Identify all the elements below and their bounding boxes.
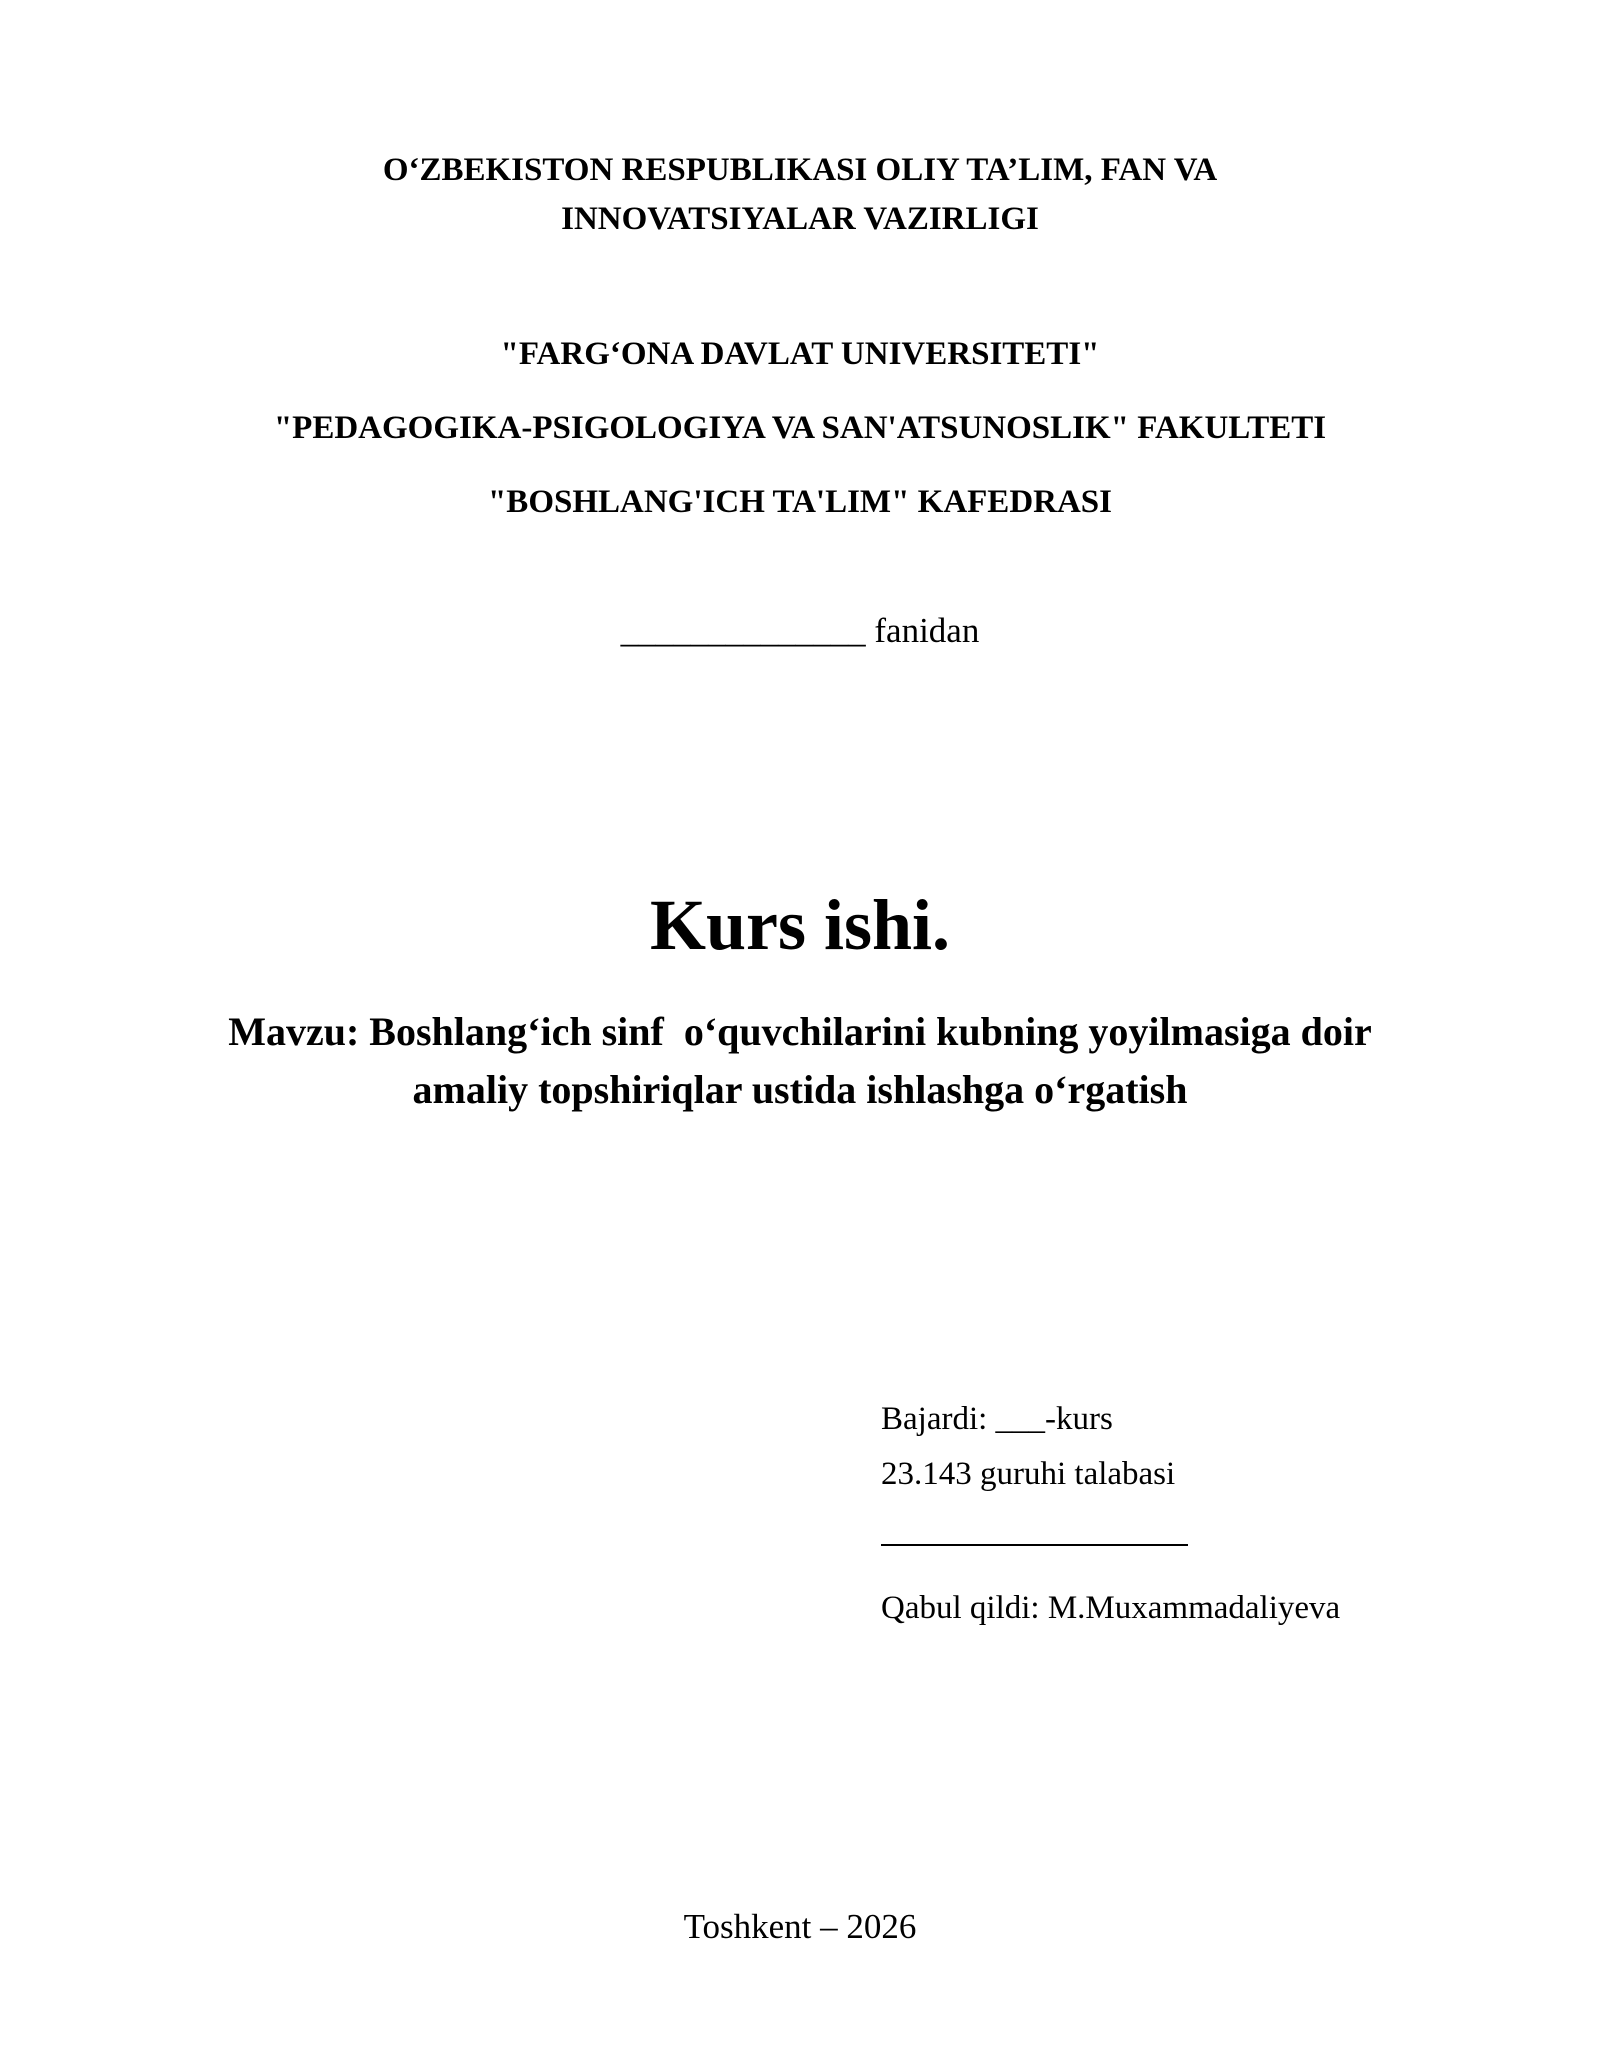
university-name: "FARG‘ONA DAVLAT UNIVERSITETI" — [500, 336, 1100, 372]
performer-group: 23.143 guruhi talabasi — [881, 1456, 1176, 1492]
document-title: Kurs ishi. — [649, 885, 951, 965]
ministry-header — [0, 146, 1600, 244]
topic-line-2: amaliy topshiriqlar ustida ishlashga o‘rgatish — [412, 1067, 1188, 1112]
ministry-line-1: O‘ZBEKISTON RESPUBLIKASI OLIY TA’LIM, FAN VA — [382, 152, 1218, 188]
faculty-name: "PEDAGOGIKA-PSIGOLOGIYA VA SAN'ATSUNOSLIK" FAKULTETI — [273, 410, 1327, 446]
city-year: Toshkent – 2026 — [683, 1907, 917, 1946]
signature-line — [881, 1544, 1188, 1546]
accepted-by: Qabul qildi: M.Muxammadaliyeva — [881, 1590, 1341, 1626]
topic-line-1: Mavzu: Boshlang‘ich sinf o‘quvchilarini kubning yoyilmasiga doir — [228, 1009, 1372, 1054]
topic — [0, 1003, 1600, 1119]
ministry-line-2: INNOVATSIYALAR VAZIRLIGI — [561, 201, 1039, 237]
department-name: "BOSHLANG'ICH TA'LIM" KAFEDRASI — [487, 484, 1113, 520]
performer-label: Bajardi: ___-kurs — [881, 1401, 1113, 1437]
subject-line: ______________ fanidan — [620, 611, 980, 650]
